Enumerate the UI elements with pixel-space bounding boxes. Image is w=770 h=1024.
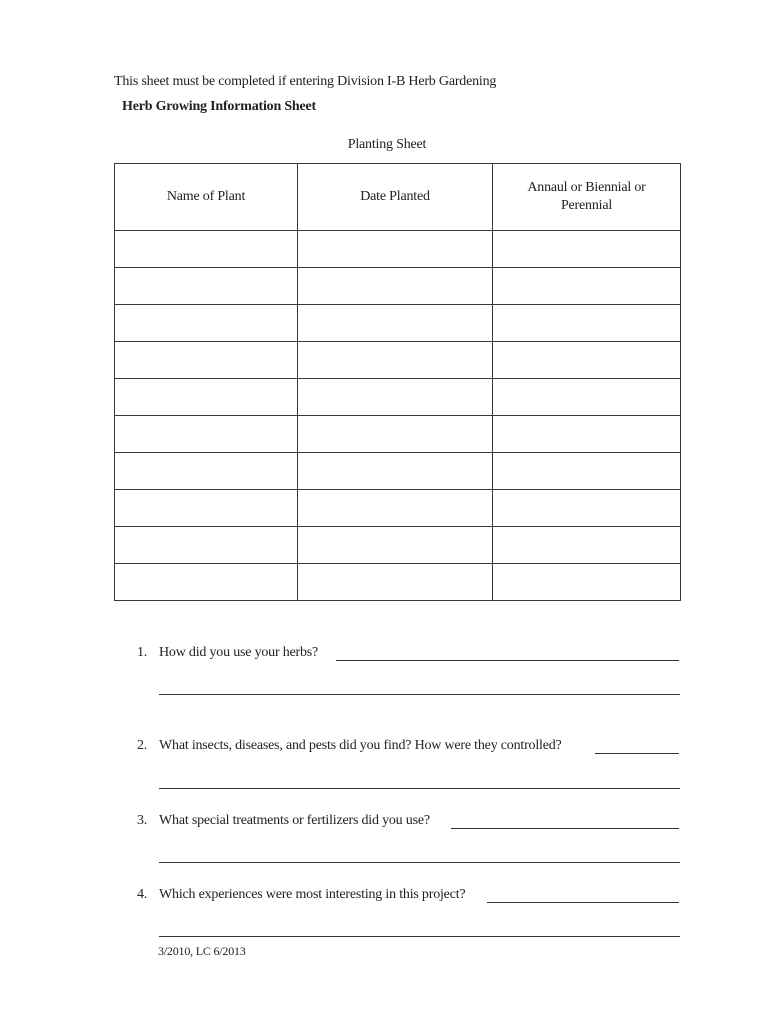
table-row [115,490,681,527]
plant-name-cell[interactable] [115,453,298,490]
date-planted-cell[interactable] [298,342,493,379]
date-planted-cell[interactable] [298,268,493,305]
question-2-answer-line[interactable] [159,788,680,789]
question-text: What special treatments or fertilizers did you use? [159,813,430,828]
question-text: Which experiences were most interesting in this project? [159,887,466,902]
plant-name-cell[interactable] [115,379,298,416]
lifecycle-cell[interactable] [493,379,681,416]
table-row [115,305,681,342]
date-planted-cell[interactable] [298,527,493,564]
revision-note: 3/2010, LC 6/2013 [158,944,246,958]
table-row [115,268,681,305]
date-planted-cell[interactable] [298,231,493,268]
date-planted-cell[interactable] [298,453,493,490]
division-instruction: This sheet must be completed if entering Division I-B Herb Gardening [114,74,497,89]
table-row [115,527,681,564]
lifecycle-cell[interactable] [493,305,681,342]
question-1-answer-line[interactable] [159,694,680,695]
plant-name-cell[interactable] [115,564,298,601]
plant-name-cell[interactable] [115,527,298,564]
plant-name-cell[interactable] [115,490,298,527]
question-number: 4. [137,887,148,902]
lifecycle-cell[interactable] [493,527,681,564]
date-planted-cell[interactable] [298,416,493,453]
question-number: 3. [137,813,148,828]
question-4-answer-line[interactable] [159,936,680,937]
plant-name-cell[interactable] [115,416,298,453]
question-3-answer-blank[interactable] [451,828,679,829]
question-4-answer-blank[interactable] [487,902,679,903]
table-row [115,342,681,379]
date-planted-cell[interactable] [298,305,493,342]
lifecycle-cell[interactable] [493,490,681,527]
planting-sheet-title: Planting Sheet [347,137,427,152]
plant-name-cell[interactable] [115,231,298,268]
lifecycle-cell[interactable] [493,268,681,305]
table-row [115,564,681,601]
sheet-title: Herb Growing Information Sheet [122,99,317,114]
lifecycle-cell[interactable] [493,564,681,601]
table-header-row [115,164,681,231]
table-row [115,379,681,416]
column-header-plant-lifecycle: Annaul or Biennial or Perennial [493,164,681,231]
date-planted-cell[interactable] [298,564,493,601]
question-2-answer-blank[interactable] [595,753,679,754]
date-planted-cell[interactable] [298,490,493,527]
date-planted-cell[interactable] [298,379,493,416]
question-text: How did you use your herbs? [159,645,319,660]
planting-table [114,163,681,601]
table-row [115,231,681,268]
table-row [115,416,681,453]
question-number: 2. [137,738,148,753]
plant-name-cell[interactable] [115,268,298,305]
plant-name-cell[interactable] [115,342,298,379]
question-number: 1. [137,645,148,660]
lifecycle-cell[interactable] [493,342,681,379]
lifecycle-cell[interactable] [493,416,681,453]
lifecycle-cell[interactable] [493,453,681,490]
question-text: What insects, diseases, and pests did you find? How were they controlled? [159,738,562,753]
plant-name-cell[interactable] [115,305,298,342]
column-header-name-of-plant: Name of Plant [115,164,298,231]
question-3-answer-line[interactable] [159,862,680,863]
question-1-answer-blank[interactable] [336,660,679,661]
column-header-date-planted: Date Planted [298,164,493,231]
table-row [115,453,681,490]
lifecycle-cell[interactable] [493,231,681,268]
